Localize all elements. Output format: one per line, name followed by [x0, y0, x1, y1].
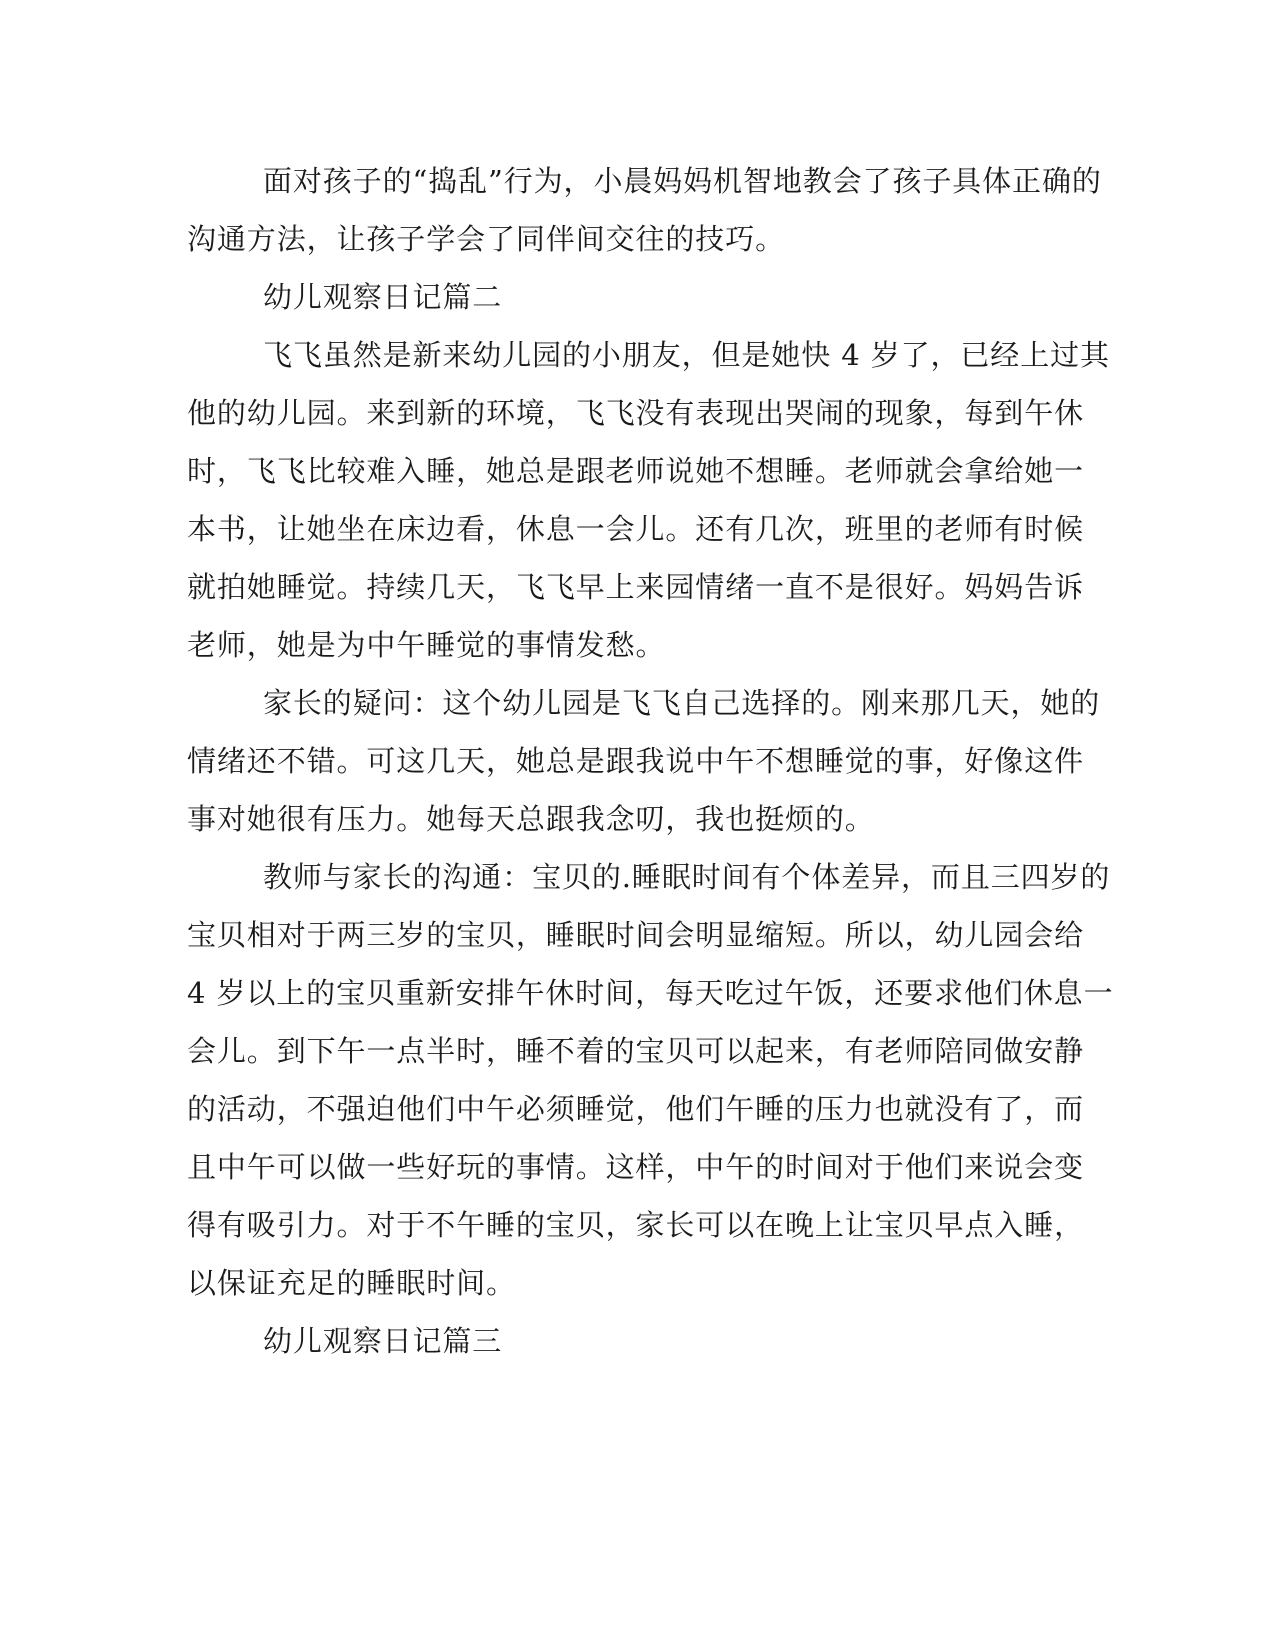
- paragraph-line: 本书，让她坐在床边看，休息一会儿。还有几次，班里的老师有时候: [187, 512, 1085, 546]
- paragraph-line: 沟通方法，让孩子学会了同伴间交往的技巧。: [187, 222, 786, 256]
- paragraph-line: 就拍她睡觉。持续几天，飞飞早上来园情绪一直不是很好。妈妈告诉: [187, 570, 1085, 604]
- paragraph-line: 的活动，不强迫他们中午必须睡觉，他们午睡的压力也就没有了，而: [187, 1092, 1085, 1126]
- paragraph-line: 宝贝相对于两三岁的宝贝，睡眠时间会明显缩短。所以，幼儿园会给: [187, 918, 1085, 952]
- paragraph-line: 情绪还不错。可这几天，她总是跟我说中午不想睡觉的事，好像这件: [187, 744, 1085, 778]
- paragraph-line: 得有吸引力。对于不午睡的宝贝，家长可以在晚上让宝贝早点入睡，: [187, 1208, 1085, 1242]
- paragraph-line: 会儿。到下午一点半时，睡不着的宝贝可以起来，有老师陪同做安静: [187, 1034, 1085, 1068]
- paragraph-line: 以保证充足的睡眠时间。: [187, 1266, 516, 1300]
- paragraph-line: 且中午可以做一些好玩的事情。这样，中午的时间对于他们来说会变: [187, 1150, 1085, 1184]
- paragraph-line: 老师，她是为中午睡觉的事情发愁。: [187, 628, 666, 662]
- paragraph-line: 飞飞虽然是新来幼儿园的小朋友，但是她快 4 岁了，已经上过其: [263, 338, 1110, 372]
- paragraph-line: 他的幼儿园。来到新的环境，飞飞没有表现出哭闹的现象，每到午休: [187, 396, 1085, 430]
- paragraph-line: 家长的疑问：这个幼儿园是飞飞自己选择的。刚来那几天，她的: [263, 686, 1101, 720]
- section-heading: 幼儿观察日记篇三: [263, 1324, 503, 1358]
- paragraph-line: 教师与家长的沟通：宝贝的.睡眠时间有个体差异，而且三四岁的: [263, 860, 1111, 894]
- paragraph-line: 事对她很有压力。她每天总跟我念叨，我也挺烦的。: [187, 802, 875, 836]
- paragraph-line: 面对孩子的“捣乱”行为，小晨妈妈机智地教会了孩子具体正确的: [263, 164, 1102, 198]
- section-heading: 幼儿观察日记篇二: [263, 280, 503, 314]
- paragraph-line: 时，飞飞比较难入睡，她总是跟老师说她不想睡。老师就会拿给她一: [187, 454, 1085, 488]
- paragraph-line: 4 岁以上的宝贝重新安排午休时间，每天吃过午饭，还要求他们休息一: [187, 976, 1114, 1010]
